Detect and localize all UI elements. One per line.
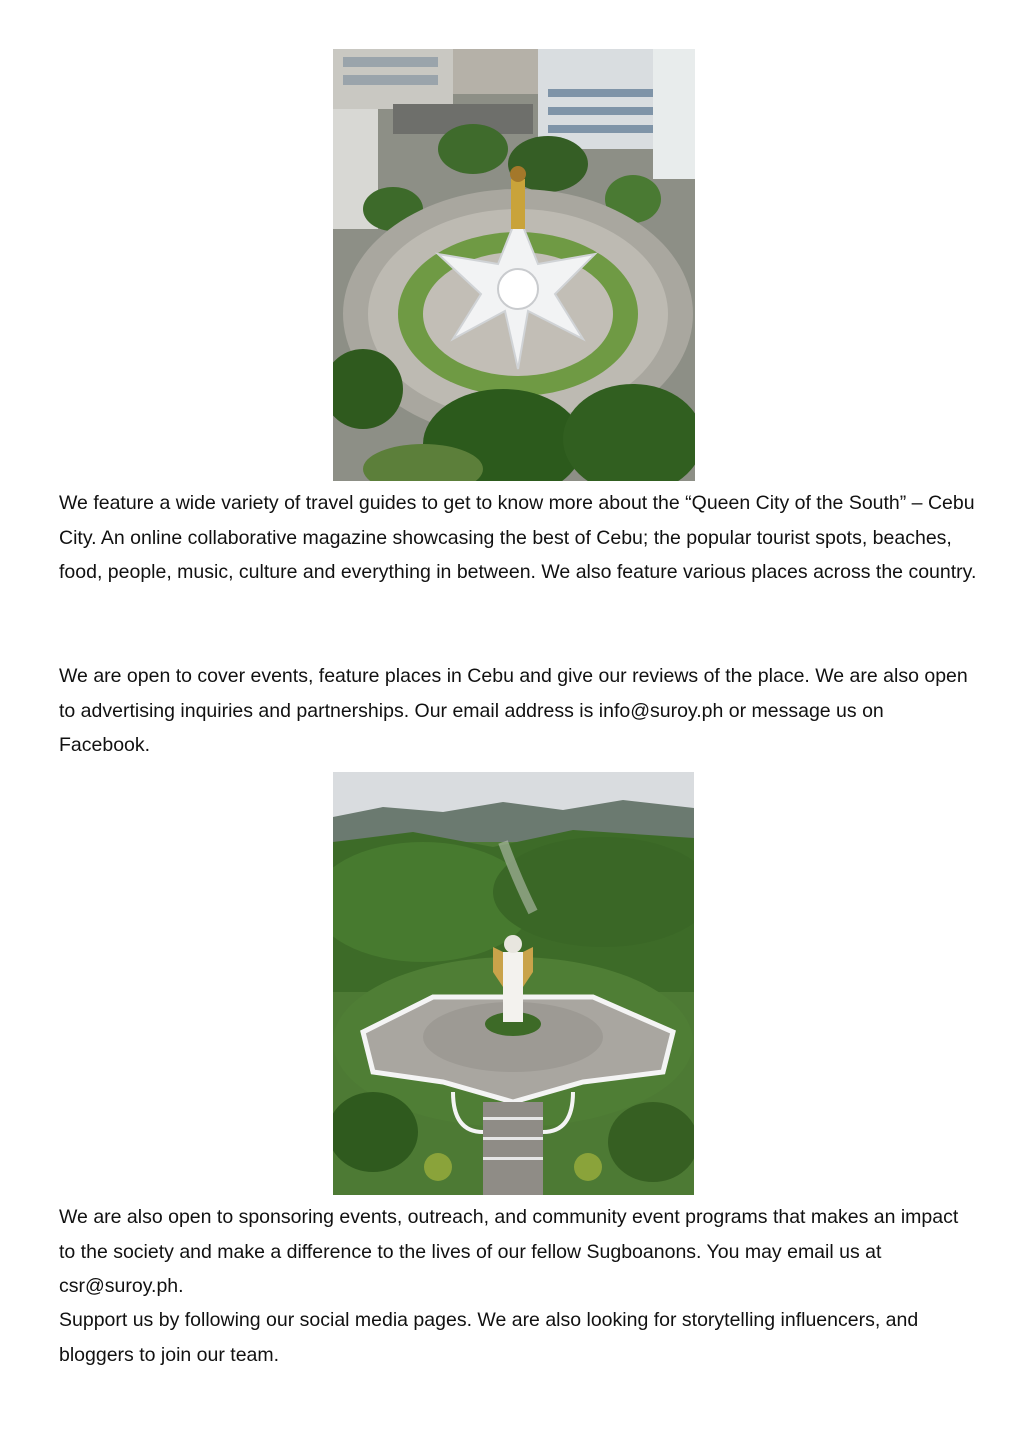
coverage-paragraph: We are open to cover events, feature places in Cebu and give our reviews of the place. We are also open to advertising inquiries and partnerships. Our email address is info@suroy.ph or message us on Facebook. [59, 665, 968, 757]
support-paragraph: Support us by following our social media pages. We are also looking for storytelling influencers, and bloggers to join our team. [59, 1309, 919, 1366]
aerial-photo-icon [333, 772, 694, 1195]
aerial-photo-icon [333, 49, 695, 481]
sponsorship-paragraph: We are also open to sponsoring events, outreach, and community event programs that makes an impact to the society and make a difference to the lives of our fellow Sugboanons. You may email us at csr@suroy.ph. [59, 1206, 959, 1298]
photo-pilgrim-center [333, 49, 695, 481]
photo-hilltop-monument [333, 772, 694, 1195]
intro-paragraph: We feature a wide variety of travel guides to get to know more about the “Queen City of the South” – Cebu City. An online collaborative magazine showcasing the best of Cebu; the popular tourist spots, beaches, food, people, music, culture and everything in between. We also feature various places across the country. [59, 492, 977, 584]
